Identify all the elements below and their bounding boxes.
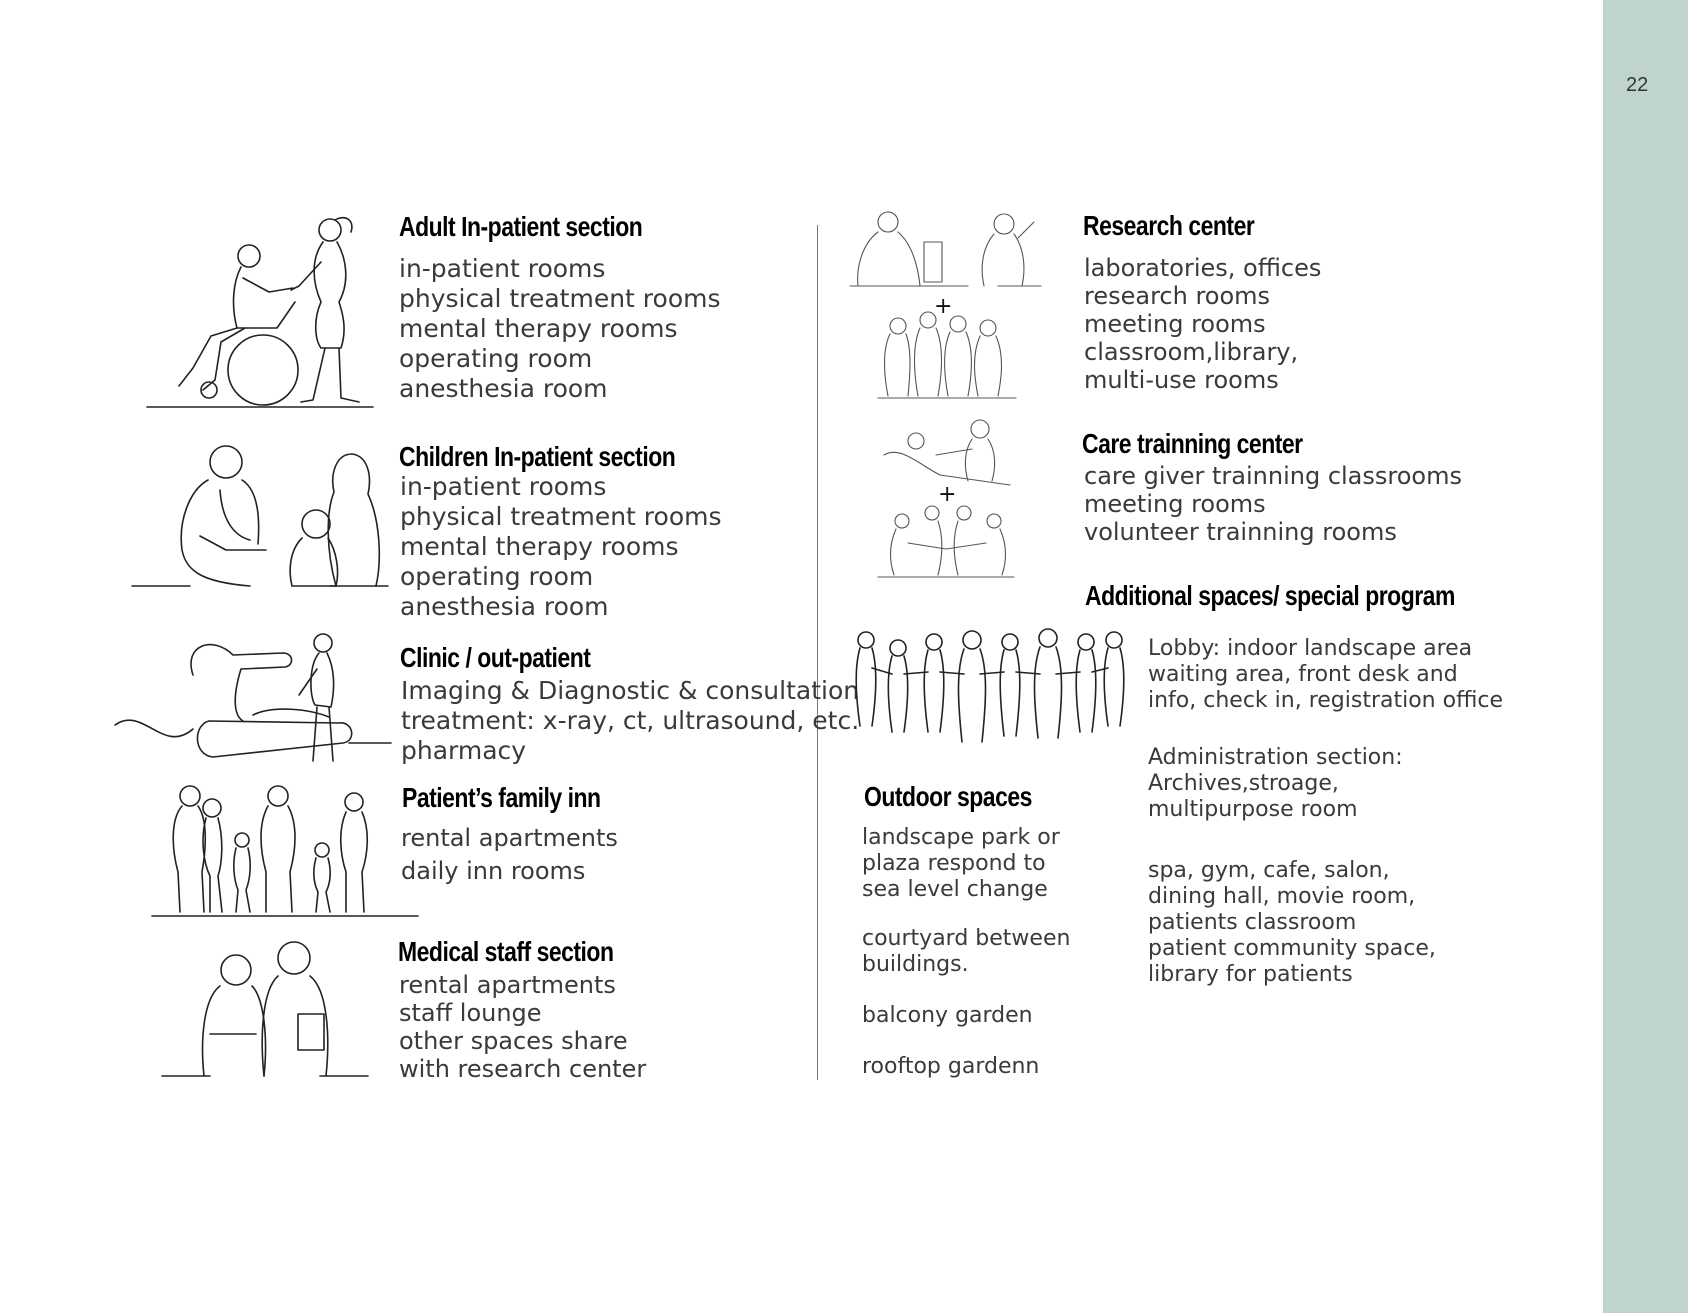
outdoor-courtyard-description: courtyard between buildings.: [862, 926, 1071, 977]
list-item: laboratories, offices: [1084, 254, 1322, 282]
list-item: physical treatment rooms: [400, 502, 722, 531]
family-inn-title: Patient’s family inn: [402, 782, 601, 813]
list-item: mental therapy rooms: [400, 532, 679, 561]
student-group-icon: [876, 306, 1018, 402]
list-item: rental apartments: [399, 971, 616, 999]
list-item: research rooms: [1084, 282, 1271, 310]
doctor-child-icon: [130, 440, 390, 590]
care-training-list: [1084, 462, 1462, 546]
research-center-title: Research center: [1083, 210, 1255, 241]
lab-researchers-icon: [848, 208, 1043, 290]
list-item: multi-use rooms: [1084, 366, 1279, 394]
outdoor-spaces-title: Outdoor spaces: [864, 781, 1032, 812]
medical-staff-icon: [160, 938, 370, 1080]
lobby-description: Lobby: indoor landscape area waiting area, front desk and info, check in, registration office: [1148, 636, 1503, 713]
list-item: rental apartments: [401, 824, 618, 852]
list-item: anesthesia room: [400, 592, 609, 621]
care-training-title: Care trainning center: [1082, 428, 1303, 459]
medical-staff-title: Medical staff section: [398, 936, 614, 967]
list-item: treatment: x-ray, ct, ultrasound, etc.: [401, 706, 860, 735]
list-item: meeting rooms: [1084, 490, 1266, 518]
clinic-title: Clinic / out-patient: [400, 642, 591, 673]
list-item: operating room: [400, 562, 594, 591]
list-item: in-patient rooms: [399, 254, 606, 283]
list-item: classroom,library,: [1084, 338, 1299, 366]
list-item: care giver trainning classrooms: [1084, 462, 1462, 490]
volunteer-circle-icon: [876, 503, 1016, 579]
list-item: operating room: [399, 344, 593, 373]
plus-sign: +: [934, 294, 953, 319]
bedside-care-icon: [880, 415, 1020, 489]
research-center-list: [1084, 254, 1321, 394]
list-item: with research center: [399, 1055, 647, 1083]
plus-sign: +: [938, 482, 957, 507]
children-inpatient-list: [400, 472, 722, 622]
family-inn-list: [401, 822, 618, 888]
page-number: 22: [1626, 74, 1649, 96]
list-item: other spaces share: [399, 1027, 628, 1055]
list-item: in-patient rooms: [400, 472, 607, 501]
list-item: mental therapy rooms: [399, 314, 678, 343]
clinic-list: [401, 676, 859, 766]
adult-inpatient-title: Adult In-patient section: [399, 211, 643, 242]
list-item: volunteer trainning rooms: [1084, 518, 1397, 546]
list-item: pharmacy: [401, 736, 527, 765]
amenities-description: spa, gym, cafe, salon, dining hall, movie room, patients classroom patient community space, library for patients: [1148, 858, 1436, 987]
family-walking-icon: [150, 780, 420, 920]
outdoor-park-description: landscape park or plaza respond to sea level change: [862, 825, 1060, 902]
medical-staff-list: [399, 971, 646, 1083]
outdoor-rooftop-description: rooftop gardenn: [862, 1054, 1040, 1079]
side-band: [1603, 0, 1688, 1313]
list-item: meeting rooms: [1084, 310, 1266, 338]
holding-hands-crowd-icon: [850, 618, 1130, 746]
wheelchair-patient-icon: [145, 210, 375, 410]
additional-spaces-title: Additional spaces/ special program: [1085, 580, 1455, 611]
adult-inpatient-list: [399, 254, 721, 404]
column-divider: [817, 225, 818, 1080]
outdoor-balcony-description: balcony garden: [862, 1003, 1033, 1028]
imaging-scanner-icon: [113, 625, 393, 765]
list-item: anesthesia room: [399, 374, 608, 403]
list-item: Imaging & Diagnostic & consultation: [401, 676, 860, 705]
administration-description: Administration section: Archives,stroage, multipurpose room: [1148, 745, 1403, 822]
list-item: physical treatment rooms: [399, 284, 721, 313]
list-item: staff lounge: [399, 999, 542, 1027]
children-inpatient-title: Children In-patient section: [399, 441, 676, 472]
list-item: daily inn rooms: [401, 857, 586, 885]
